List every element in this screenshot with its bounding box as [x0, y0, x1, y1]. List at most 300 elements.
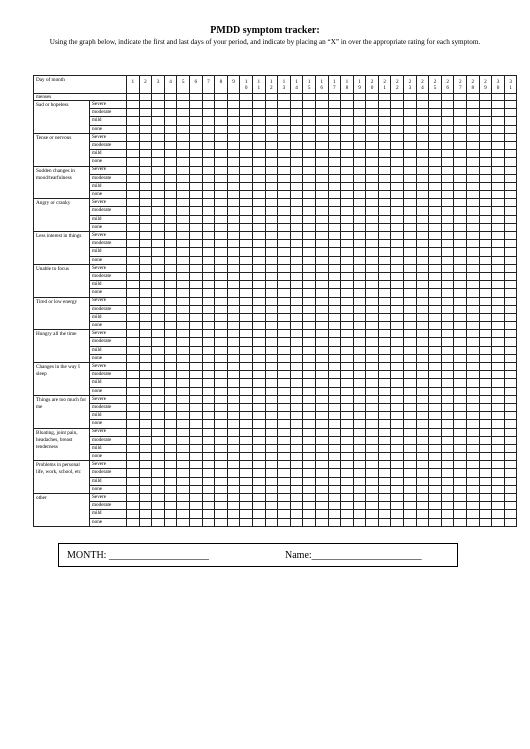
rating-cell[interactable] [240, 469, 253, 477]
rating-cell[interactable] [467, 453, 480, 461]
rating-cell[interactable] [416, 363, 429, 371]
rating-cell[interactable] [404, 101, 417, 109]
rating-cell[interactable] [454, 453, 467, 461]
rating-cell[interactable] [341, 125, 354, 133]
rating-cell[interactable] [164, 403, 177, 411]
rating-cell[interactable] [441, 510, 454, 518]
rating-cell[interactable] [341, 354, 354, 362]
rating-cell[interactable] [479, 518, 492, 526]
rating-cell[interactable] [303, 150, 316, 158]
rating-cell[interactable] [240, 150, 253, 158]
rating-cell[interactable] [240, 485, 253, 493]
rating-cell[interactable] [278, 371, 291, 379]
rating-cell[interactable] [504, 158, 517, 166]
rating-cell[interactable] [353, 297, 366, 305]
rating-cell[interactable] [315, 191, 328, 199]
rating-cell[interactable] [303, 109, 316, 117]
rating-cell[interactable] [164, 379, 177, 387]
rating-cell[interactable] [139, 281, 152, 289]
rating-cell[interactable] [315, 232, 328, 240]
rating-cell[interactable] [454, 403, 467, 411]
rating-cell[interactable] [303, 444, 316, 452]
rating-cell[interactable] [189, 240, 202, 248]
rating-cell[interactable] [290, 485, 303, 493]
rating-cell[interactable] [328, 191, 341, 199]
rating-cell[interactable] [479, 117, 492, 125]
rating-cell[interactable] [202, 453, 215, 461]
rating-cell[interactable] [366, 125, 379, 133]
rating-cell[interactable] [328, 322, 341, 330]
rating-cell[interactable] [139, 518, 152, 526]
rating-cell[interactable] [378, 379, 391, 387]
rating-cell[interactable] [492, 461, 505, 469]
rating-cell[interactable] [315, 395, 328, 403]
rating-cell[interactable] [189, 354, 202, 362]
rating-cell[interactable] [391, 428, 404, 436]
rating-cell[interactable] [315, 494, 328, 502]
rating-cell[interactable] [454, 338, 467, 346]
rating-cell[interactable] [467, 363, 480, 371]
rating-cell[interactable] [416, 330, 429, 338]
rating-cell[interactable] [303, 223, 316, 231]
rating-cell[interactable] [152, 191, 165, 199]
rating-cell[interactable] [177, 207, 190, 215]
rating-cell[interactable] [152, 174, 165, 182]
rating-cell[interactable] [429, 289, 442, 297]
rating-cell[interactable] [479, 207, 492, 215]
rating-cell[interactable] [353, 494, 366, 502]
rating-cell[interactable] [504, 256, 517, 264]
rating-cell[interactable] [366, 469, 379, 477]
rating-cell[interactable] [328, 248, 341, 256]
rating-cell[interactable] [429, 191, 442, 199]
rating-cell[interactable] [341, 363, 354, 371]
rating-cell[interactable] [252, 117, 265, 125]
rating-cell[interactable] [479, 182, 492, 190]
rating-cell[interactable] [252, 363, 265, 371]
rating-cell[interactable] [492, 305, 505, 313]
rating-cell[interactable] [202, 117, 215, 125]
rating-cell[interactable] [454, 412, 467, 420]
rating-cell[interactable] [215, 174, 228, 182]
rating-cell[interactable] [252, 256, 265, 264]
rating-cell[interactable] [504, 272, 517, 280]
rating-cell[interactable] [227, 256, 240, 264]
rating-cell[interactable] [404, 428, 417, 436]
rating-cell[interactable] [429, 330, 442, 338]
rating-cell[interactable] [127, 379, 140, 387]
rating-cell[interactable] [366, 297, 379, 305]
rating-cell[interactable] [265, 158, 278, 166]
rating-cell[interactable] [303, 272, 316, 280]
rating-cell[interactable] [189, 322, 202, 330]
rating-cell[interactable] [252, 379, 265, 387]
rating-cell[interactable] [353, 403, 366, 411]
rating-cell[interactable] [290, 223, 303, 231]
rating-cell[interactable] [278, 109, 291, 117]
rating-cell[interactable] [504, 199, 517, 207]
rating-cell[interactable] [404, 510, 417, 518]
rating-cell[interactable] [467, 305, 480, 313]
rating-cell[interactable] [454, 469, 467, 477]
rating-cell[interactable] [152, 395, 165, 403]
rating-cell[interactable] [404, 494, 417, 502]
rating-cell[interactable] [315, 420, 328, 428]
rating-cell[interactable] [378, 305, 391, 313]
rating-cell[interactable] [252, 346, 265, 354]
menses-cell[interactable] [152, 94, 165, 101]
rating-cell[interactable] [189, 371, 202, 379]
rating-cell[interactable] [265, 232, 278, 240]
rating-cell[interactable] [227, 363, 240, 371]
rating-cell[interactable] [378, 461, 391, 469]
rating-cell[interactable] [378, 264, 391, 272]
rating-cell[interactable] [240, 101, 253, 109]
rating-cell[interactable] [278, 379, 291, 387]
rating-cell[interactable] [315, 322, 328, 330]
rating-cell[interactable] [278, 150, 291, 158]
rating-cell[interactable] [202, 510, 215, 518]
rating-cell[interactable] [290, 354, 303, 362]
rating-cell[interactable] [227, 346, 240, 354]
rating-cell[interactable] [215, 264, 228, 272]
rating-cell[interactable] [479, 502, 492, 510]
rating-cell[interactable] [252, 125, 265, 133]
rating-cell[interactable] [177, 174, 190, 182]
rating-cell[interactable] [429, 240, 442, 248]
rating-cell[interactable] [227, 272, 240, 280]
rating-cell[interactable] [252, 240, 265, 248]
rating-cell[interactable] [127, 109, 140, 117]
rating-cell[interactable] [504, 150, 517, 158]
rating-cell[interactable] [290, 412, 303, 420]
rating-cell[interactable] [240, 387, 253, 395]
rating-cell[interactable] [177, 510, 190, 518]
rating-cell[interactable] [265, 395, 278, 403]
rating-cell[interactable] [290, 518, 303, 526]
rating-cell[interactable] [215, 223, 228, 231]
rating-cell[interactable] [391, 330, 404, 338]
rating-cell[interactable] [366, 387, 379, 395]
rating-cell[interactable] [328, 281, 341, 289]
rating-cell[interactable] [378, 477, 391, 485]
rating-cell[interactable] [353, 141, 366, 149]
rating-cell[interactable] [341, 223, 354, 231]
rating-cell[interactable] [404, 281, 417, 289]
rating-cell[interactable] [504, 436, 517, 444]
rating-cell[interactable] [479, 101, 492, 109]
rating-cell[interactable] [429, 379, 442, 387]
rating-cell[interactable] [127, 101, 140, 109]
rating-cell[interactable] [429, 133, 442, 141]
rating-cell[interactable] [378, 109, 391, 117]
rating-cell[interactable] [278, 264, 291, 272]
rating-cell[interactable] [127, 117, 140, 125]
rating-cell[interactable] [152, 403, 165, 411]
rating-cell[interactable] [429, 182, 442, 190]
rating-cell[interactable] [265, 281, 278, 289]
rating-cell[interactable] [278, 330, 291, 338]
rating-cell[interactable] [378, 436, 391, 444]
rating-cell[interactable] [467, 387, 480, 395]
rating-cell[interactable] [164, 346, 177, 354]
rating-cell[interactable] [366, 174, 379, 182]
rating-cell[interactable] [328, 125, 341, 133]
rating-cell[interactable] [265, 453, 278, 461]
rating-cell[interactable] [467, 428, 480, 436]
rating-cell[interactable] [164, 297, 177, 305]
rating-cell[interactable] [252, 395, 265, 403]
rating-cell[interactable] [441, 412, 454, 420]
rating-cell[interactable] [454, 199, 467, 207]
rating-cell[interactable] [202, 272, 215, 280]
rating-cell[interactable] [227, 305, 240, 313]
rating-cell[interactable] [189, 518, 202, 526]
rating-cell[interactable] [227, 330, 240, 338]
rating-cell[interactable] [303, 371, 316, 379]
rating-cell[interactable] [227, 191, 240, 199]
rating-cell[interactable] [378, 199, 391, 207]
rating-cell[interactable] [441, 322, 454, 330]
rating-cell[interactable] [227, 150, 240, 158]
rating-cell[interactable] [378, 174, 391, 182]
rating-cell[interactable] [164, 338, 177, 346]
rating-cell[interactable] [164, 363, 177, 371]
rating-cell[interactable] [454, 485, 467, 493]
rating-cell[interactable] [454, 182, 467, 190]
rating-cell[interactable] [290, 101, 303, 109]
rating-cell[interactable] [290, 395, 303, 403]
rating-cell[interactable] [164, 199, 177, 207]
rating-cell[interactable] [127, 232, 140, 240]
rating-cell[interactable] [227, 174, 240, 182]
rating-cell[interactable] [152, 281, 165, 289]
rating-cell[interactable] [479, 150, 492, 158]
rating-cell[interactable] [341, 191, 354, 199]
rating-cell[interactable] [139, 158, 152, 166]
menses-cell[interactable] [177, 94, 190, 101]
rating-cell[interactable] [416, 420, 429, 428]
rating-cell[interactable] [278, 256, 291, 264]
rating-cell[interactable] [416, 436, 429, 444]
rating-cell[interactable] [454, 371, 467, 379]
rating-cell[interactable] [366, 346, 379, 354]
rating-cell[interactable] [177, 322, 190, 330]
rating-cell[interactable] [152, 272, 165, 280]
rating-cell[interactable] [164, 502, 177, 510]
rating-cell[interactable] [152, 322, 165, 330]
rating-cell[interactable] [315, 518, 328, 526]
rating-cell[interactable] [467, 264, 480, 272]
rating-cell[interactable] [504, 444, 517, 452]
rating-cell[interactable] [240, 371, 253, 379]
rating-cell[interactable] [416, 133, 429, 141]
rating-cell[interactable] [164, 256, 177, 264]
rating-cell[interactable] [479, 420, 492, 428]
rating-cell[interactable] [127, 174, 140, 182]
rating-cell[interactable] [467, 166, 480, 174]
rating-cell[interactable] [227, 502, 240, 510]
menses-cell[interactable] [504, 94, 517, 101]
rating-cell[interactable] [240, 223, 253, 231]
rating-cell[interactable] [139, 133, 152, 141]
rating-cell[interactable] [227, 461, 240, 469]
rating-cell[interactable] [202, 174, 215, 182]
rating-cell[interactable] [341, 371, 354, 379]
rating-cell[interactable] [467, 109, 480, 117]
rating-cell[interactable] [441, 158, 454, 166]
rating-cell[interactable] [467, 469, 480, 477]
rating-cell[interactable] [252, 502, 265, 510]
rating-cell[interactable] [290, 141, 303, 149]
rating-cell[interactable] [290, 297, 303, 305]
rating-cell[interactable] [341, 412, 354, 420]
rating-cell[interactable] [441, 240, 454, 248]
rating-cell[interactable] [454, 215, 467, 223]
rating-cell[interactable] [189, 453, 202, 461]
menses-cell[interactable] [227, 94, 240, 101]
rating-cell[interactable] [467, 354, 480, 362]
rating-cell[interactable] [278, 354, 291, 362]
rating-cell[interactable] [265, 354, 278, 362]
rating-cell[interactable] [404, 166, 417, 174]
rating-cell[interactable] [215, 371, 228, 379]
rating-cell[interactable] [378, 494, 391, 502]
rating-cell[interactable] [441, 403, 454, 411]
rating-cell[interactable] [492, 494, 505, 502]
rating-cell[interactable] [189, 494, 202, 502]
rating-cell[interactable] [479, 240, 492, 248]
rating-cell[interactable] [441, 264, 454, 272]
rating-cell[interactable] [215, 403, 228, 411]
rating-cell[interactable] [303, 461, 316, 469]
rating-cell[interactable] [265, 379, 278, 387]
rating-cell[interactable] [303, 354, 316, 362]
rating-cell[interactable] [391, 518, 404, 526]
rating-cell[interactable] [240, 281, 253, 289]
rating-cell[interactable] [492, 371, 505, 379]
rating-cell[interactable] [164, 469, 177, 477]
rating-cell[interactable] [315, 272, 328, 280]
rating-cell[interactable] [454, 518, 467, 526]
rating-cell[interactable] [215, 313, 228, 321]
rating-cell[interactable] [227, 444, 240, 452]
rating-cell[interactable] [391, 379, 404, 387]
rating-cell[interactable] [215, 346, 228, 354]
rating-cell[interactable] [391, 264, 404, 272]
rating-cell[interactable] [366, 281, 379, 289]
rating-cell[interactable] [215, 379, 228, 387]
rating-cell[interactable] [328, 518, 341, 526]
rating-cell[interactable] [391, 191, 404, 199]
rating-cell[interactable] [177, 412, 190, 420]
menses-cell[interactable] [202, 94, 215, 101]
rating-cell[interactable] [504, 354, 517, 362]
rating-cell[interactable] [353, 453, 366, 461]
rating-cell[interactable] [404, 207, 417, 215]
rating-cell[interactable] [479, 346, 492, 354]
rating-cell[interactable] [328, 453, 341, 461]
rating-cell[interactable] [441, 150, 454, 158]
rating-cell[interactable] [177, 101, 190, 109]
rating-cell[interactable] [441, 453, 454, 461]
rating-cell[interactable] [240, 297, 253, 305]
rating-cell[interactable] [227, 371, 240, 379]
rating-cell[interactable] [127, 420, 140, 428]
rating-cell[interactable] [139, 289, 152, 297]
rating-cell[interactable] [177, 371, 190, 379]
rating-cell[interactable] [429, 477, 442, 485]
menses-cell[interactable] [391, 94, 404, 101]
rating-cell[interactable] [341, 502, 354, 510]
rating-cell[interactable] [404, 313, 417, 321]
rating-cell[interactable] [404, 420, 417, 428]
rating-cell[interactable] [303, 166, 316, 174]
rating-cell[interactable] [227, 453, 240, 461]
rating-cell[interactable] [227, 297, 240, 305]
rating-cell[interactable] [429, 428, 442, 436]
rating-cell[interactable] [479, 133, 492, 141]
rating-cell[interactable] [378, 256, 391, 264]
menses-cell[interactable] [328, 94, 341, 101]
rating-cell[interactable] [454, 502, 467, 510]
rating-cell[interactable] [227, 494, 240, 502]
rating-cell[interactable] [189, 248, 202, 256]
rating-cell[interactable] [341, 174, 354, 182]
rating-cell[interactable] [189, 264, 202, 272]
rating-cell[interactable] [127, 330, 140, 338]
rating-cell[interactable] [391, 174, 404, 182]
rating-cell[interactable] [227, 436, 240, 444]
rating-cell[interactable] [416, 264, 429, 272]
rating-cell[interactable] [315, 264, 328, 272]
rating-cell[interactable] [315, 510, 328, 518]
rating-cell[interactable] [429, 166, 442, 174]
rating-cell[interactable] [315, 199, 328, 207]
rating-cell[interactable] [227, 485, 240, 493]
rating-cell[interactable] [215, 158, 228, 166]
rating-cell[interactable] [328, 207, 341, 215]
rating-cell[interactable] [429, 518, 442, 526]
rating-cell[interactable] [454, 387, 467, 395]
rating-cell[interactable] [152, 166, 165, 174]
rating-cell[interactable] [290, 117, 303, 125]
rating-cell[interactable] [492, 133, 505, 141]
rating-cell[interactable] [441, 477, 454, 485]
rating-cell[interactable] [378, 297, 391, 305]
rating-cell[interactable] [404, 485, 417, 493]
rating-cell[interactable] [467, 510, 480, 518]
rating-cell[interactable] [467, 191, 480, 199]
rating-cell[interactable] [441, 363, 454, 371]
rating-cell[interactable] [202, 354, 215, 362]
rating-cell[interactable] [127, 182, 140, 190]
rating-cell[interactable] [467, 256, 480, 264]
rating-cell[interactable] [378, 485, 391, 493]
rating-cell[interactable] [189, 232, 202, 240]
rating-cell[interactable] [177, 166, 190, 174]
rating-cell[interactable] [215, 199, 228, 207]
rating-cell[interactable] [341, 150, 354, 158]
rating-cell[interactable] [202, 461, 215, 469]
rating-cell[interactable] [265, 322, 278, 330]
rating-cell[interactable] [139, 412, 152, 420]
rating-cell[interactable] [164, 158, 177, 166]
rating-cell[interactable] [341, 207, 354, 215]
rating-cell[interactable] [215, 363, 228, 371]
rating-cell[interactable] [479, 477, 492, 485]
rating-cell[interactable] [252, 469, 265, 477]
